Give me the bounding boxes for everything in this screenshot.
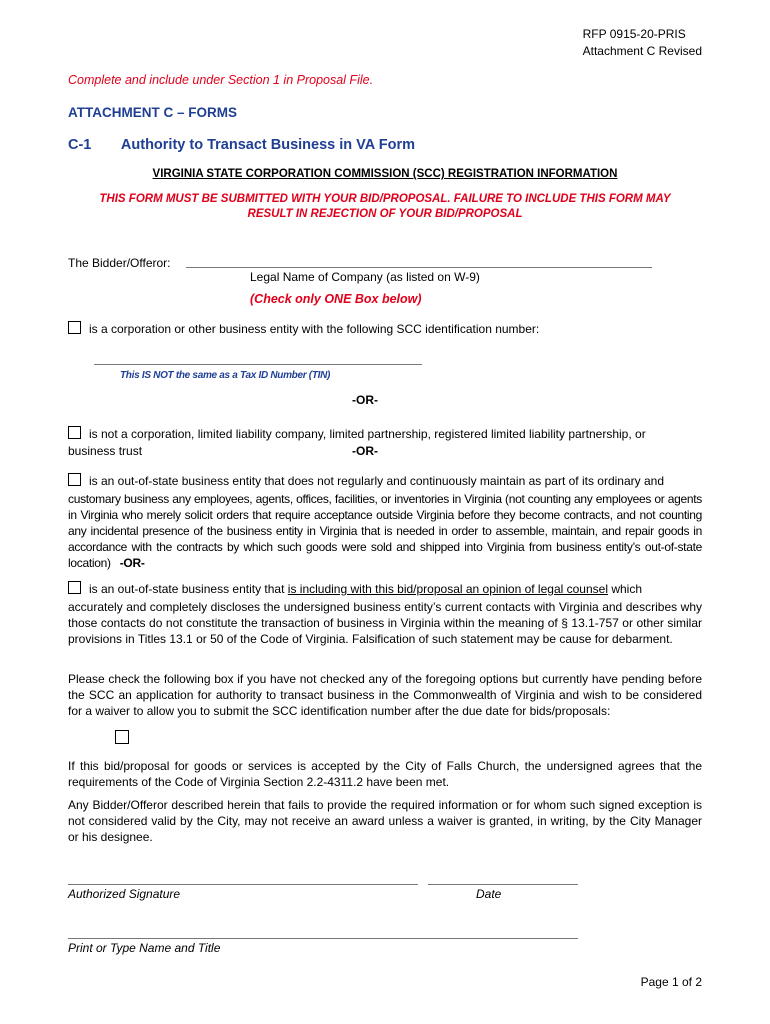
attachment-label: Attachment C Revised	[582, 44, 702, 58]
requirements-text: Any Bidder/Offeror described herein that fails to provide the required information or for whom such signed exception is not considered valid by the City, may not receive an award unless a waiver is granted, in writing, by the City Manager or his designee.	[68, 798, 702, 844]
warning-text	[0, 192, 770, 222]
checkbox-corporation[interactable]	[68, 321, 81, 334]
checkbox-pending-application[interactable]	[115, 730, 129, 744]
checkbox-out-of-state[interactable]	[68, 473, 81, 486]
or-separator-2: -OR-	[352, 444, 378, 458]
print-name-field[interactable]	[68, 938, 578, 939]
checkbox-not-corporation[interactable]	[68, 426, 81, 439]
option-out-of-state-rest: customary business any employees, agents, offices, facilities, or inventories in Virginia (not counting any employees or agents in Virginia who merely solicit orders that require acceptance outside Virginia before they become contracts, and not counting any incidental presence of the business entity in Virginia that is needed in order to assemble, maintain, and repair goods in accordance with the contracts by which such goods were sold and shipped into Virginia from business entity’s out-of-state location)	[68, 492, 702, 570]
acceptance-text: If this bid/proposal for goods or services is accepted by the City of Falls Church, the undersigned agrees that the requirements of the Code of Virginia Section 2.2-4311.2 have been met.	[68, 759, 702, 789]
option-out-of-state-first: is an out-of-state business entity that does not regularly and continuously maintain as part of its ordinary and	[89, 474, 664, 488]
option-out-of-state-body	[68, 491, 702, 571]
option-legal-opinion-underlined: is including with this bid/proposal an opinion of legal counsel	[287, 582, 608, 596]
bidder-name-field[interactable]	[186, 267, 652, 268]
check-one-label: (Check only ONE Box below)	[250, 292, 422, 306]
rfp-number: RFP 0915-20-PRIS	[582, 27, 686, 41]
option-legal-opinion-body: accurately and completely discloses the undersigned business entity’s current contacts with Virginia and describes why those contacts do not constitute the transaction of business in Virginia within the meaning of § 13.1-757 or other similar provisions in Titles 13.1 or 50 of the Code of Virginia. Falsification of such statement may be cause for debarment.	[68, 600, 702, 646]
warning-line-2: RESULT IN REJECTION OF YOUR BID/PROPOSAL	[247, 208, 523, 220]
date-label: Date	[476, 887, 502, 901]
scc-heading: VIRGINIA STATE CORPORATION COMMISSION (SCC) REGISTRATION INFORMATION	[152, 168, 618, 180]
section-title: ATTACHMENT C – FORMS	[68, 105, 237, 120]
print-name-label: Print or Type Name and Title	[68, 941, 221, 955]
form-number: C-1	[68, 137, 92, 153]
date-field[interactable]	[428, 884, 578, 885]
instruction-text: Complete and include under Section 1 in Proposal File.	[68, 73, 374, 87]
tin-note: This IS NOT the same as a Tax ID Number (TIN)	[120, 370, 331, 381]
option-legal-opinion-post: which	[607, 582, 642, 596]
option-not-corporation	[68, 426, 702, 442]
scc-id-field[interactable]	[94, 364, 422, 365]
bidder-label: The Bidder/Offeror:	[68, 256, 171, 270]
pending-application-text: Please check the following box if you have not checked any of the foregoing options but currently have pending before the SCC an application for authority to transact business in the Commonwealth of Virginia and wish to be considered for a waiver to allow you to submit the SCC identification number after the due date for bids/proposals:	[68, 672, 702, 718]
form-title	[68, 137, 415, 153]
option-corporation-text: is a corporation or other business entity with the following SCC identification number:	[89, 322, 540, 336]
pending-application	[115, 730, 137, 746]
form-name: Authority to Transact Business in VA Form	[120, 137, 415, 153]
authorized-signature-label: Authorized Signature	[68, 887, 181, 901]
option-corporation	[68, 321, 539, 336]
checkbox-legal-opinion[interactable]	[68, 581, 81, 594]
or-separator-3: -OR-	[119, 556, 145, 570]
authorized-signature-field[interactable]	[68, 884, 418, 885]
option-not-corporation-text: is not a corporation, limited liability company, limited partnership, registered limited liability partnership, or	[89, 427, 646, 441]
bidder-sublabel: Legal Name of Company (as listed on W-9)	[250, 270, 480, 284]
warning-line-1: THIS FORM MUST BE SUBMITTED WITH YOUR BID/PROPOSAL. FAILURE TO INCLUDE THIS FORM MAY	[99, 193, 671, 205]
document-header	[583, 26, 702, 60]
option-legal-opinion	[68, 581, 708, 597]
option-legal-opinion-pre: is an out-of-state business entity that	[89, 582, 288, 596]
option-not-corporation-line2: business trust	[68, 444, 143, 458]
or-separator-1: -OR-	[352, 393, 378, 407]
page-number: Page 1 of 2	[640, 975, 702, 989]
option-out-of-state	[68, 473, 702, 489]
